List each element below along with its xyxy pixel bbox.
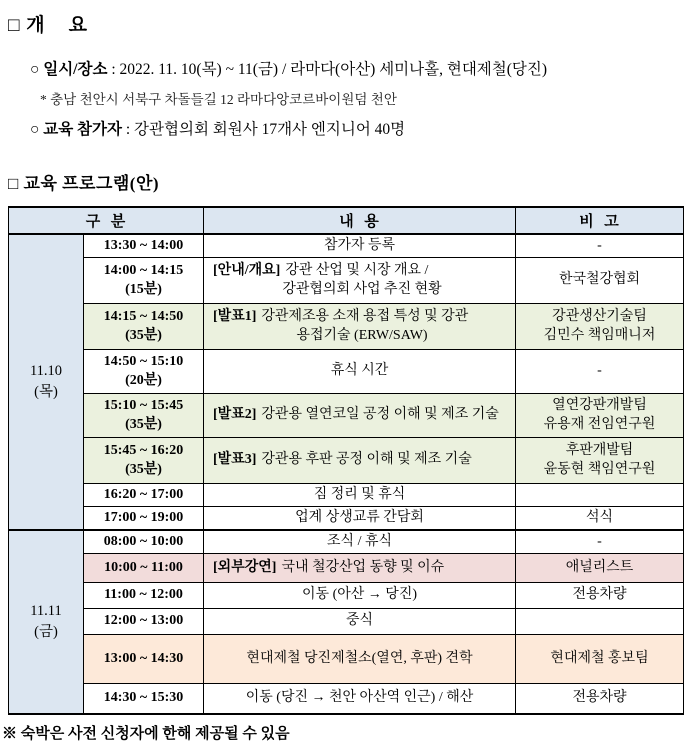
table-row xyxy=(9,349,684,393)
content-text: 조식 / 휴식 xyxy=(327,533,393,549)
date-cell-day2 xyxy=(9,530,84,714)
table-row xyxy=(9,257,684,303)
table-row xyxy=(9,437,684,483)
note-cell xyxy=(516,234,684,257)
date-weekday: (금) xyxy=(34,623,58,640)
time-cell xyxy=(84,234,204,257)
note-text: - xyxy=(597,238,602,253)
content-text: 강관용 후판 공정 이해 및 제조 기술 xyxy=(261,452,472,468)
time-cell xyxy=(84,634,204,683)
note-cell xyxy=(516,303,684,349)
time-cell xyxy=(84,483,204,506)
duration-text: (20분) xyxy=(125,373,162,389)
table-row xyxy=(9,553,684,582)
time-cell xyxy=(84,608,204,634)
table-row xyxy=(9,506,684,529)
session-tag: [외부강연] xyxy=(213,559,277,575)
schedule-line xyxy=(30,57,683,79)
content-text: 참가자 등록 xyxy=(323,238,396,253)
content-cell xyxy=(204,506,516,529)
time-cell xyxy=(84,530,204,553)
note-cell xyxy=(516,683,684,714)
note-text: 강관생산기술팀 xyxy=(552,308,647,324)
schedule-table xyxy=(8,206,684,715)
note-cell xyxy=(516,393,684,437)
content-text: 이동 (당진 → 천안 아산역 인근) / 해산 xyxy=(245,690,474,706)
note-text-line2: 윤동현 책임연구원 xyxy=(543,462,656,478)
content-cell xyxy=(204,582,516,608)
time-text: 14:30 ~ 15:30 xyxy=(103,690,184,706)
content-cell xyxy=(204,349,516,393)
content-cell xyxy=(204,608,516,634)
time-text: 14:50 ~ 15:10 xyxy=(103,353,184,369)
content-text: 휴식 시간 xyxy=(330,363,389,379)
note-cell xyxy=(516,608,684,634)
schedule-separator: : xyxy=(107,61,120,78)
schedule-value: 2022. 11. 10(목) ~ 11(금) / 라마다(아산) 세미나홀, 현대제철(당진) xyxy=(119,61,548,78)
note-cell xyxy=(516,349,684,393)
content-cell xyxy=(204,634,516,683)
content-cell xyxy=(204,483,516,506)
content-text-line2: 강관협의회 사업 추진 현황 xyxy=(282,282,442,298)
participants-line xyxy=(30,117,683,139)
lodging-footnote: ※ 숙박은 사전 신청자에 한해 제공될 수 있음 xyxy=(2,726,290,743)
note-text: 전용차량 xyxy=(572,587,627,603)
date-weekday: (목) xyxy=(34,383,58,400)
table-row xyxy=(9,234,684,257)
note-text-line2: 김민수 책임매니저 xyxy=(543,328,656,344)
duration-text: (35분) xyxy=(125,328,162,344)
time-cell xyxy=(84,257,204,303)
content-cell xyxy=(204,553,516,582)
table-header-row xyxy=(9,207,684,234)
time-text: 17:00 ~ 19:00 xyxy=(103,509,184,525)
note-cell xyxy=(516,483,684,506)
table-row xyxy=(9,530,684,553)
time-cell xyxy=(84,393,204,437)
duration-text: (15분) xyxy=(125,282,162,298)
note-cell xyxy=(516,257,684,303)
content-text: 중식 xyxy=(345,613,374,629)
time-text: 15:10 ~ 15:45 xyxy=(103,397,184,413)
note-text: 석식 xyxy=(585,509,614,525)
content-cell xyxy=(204,530,516,553)
note-text: 열연강판개발팀 xyxy=(552,397,647,413)
program-title: □ 교육 프로그램(안) xyxy=(8,174,160,193)
session-tag: [안내/개요] xyxy=(213,262,281,278)
time-text: 16:20 ~ 17:00 xyxy=(103,486,184,502)
note-cell xyxy=(516,553,684,582)
note-cell xyxy=(516,530,684,553)
note-text: 한국철강협회 xyxy=(558,272,641,288)
content-cell xyxy=(204,393,516,437)
session-tag: [발표2] xyxy=(213,407,257,423)
table-row xyxy=(9,582,684,608)
time-text: 12:00 ~ 13:00 xyxy=(103,613,184,629)
content-text: 강관제조용 소재 용접 특성 및 강관 xyxy=(261,308,469,324)
time-text: 10:00 ~ 11:00 xyxy=(104,559,183,575)
participants-label: ○ 교육 참가자 xyxy=(30,121,122,138)
content-text: 국내 철강산업 동향 및 이슈 xyxy=(281,559,445,575)
content-text: 짐 정리 및 휴식 xyxy=(313,486,406,502)
content-cell xyxy=(204,234,516,257)
time-cell xyxy=(84,506,204,529)
table-row xyxy=(9,634,684,683)
time-text: 11:00 ~ 12:00 xyxy=(104,587,183,603)
address-note: * 충남 천안시 서북구 차돌들길 12 라마다앙코르바이원덤 천안 xyxy=(40,92,397,107)
participants-separator: : xyxy=(121,121,135,138)
content-cell xyxy=(204,257,516,303)
time-cell xyxy=(84,437,204,483)
content-text-line2: 용접기술 (ERW/SAW) xyxy=(296,328,428,344)
time-text: 13:30 ~ 14:00 xyxy=(103,238,184,253)
time-text: 15:45 ~ 16:20 xyxy=(103,442,184,458)
header-group: 구 분 xyxy=(9,207,204,234)
session-tag: [발표1] xyxy=(213,308,257,324)
duration-text: (35분) xyxy=(125,462,162,478)
content-cell xyxy=(204,303,516,349)
time-text: 14:15 ~ 14:50 xyxy=(103,308,184,324)
note-cell xyxy=(516,506,684,529)
date-text: 11.11 xyxy=(30,603,62,620)
note-text: 애널리스트 xyxy=(565,559,634,575)
content-text: 업계 상생교류 간담회 xyxy=(295,509,424,525)
table-row xyxy=(9,393,684,437)
note-text: - xyxy=(597,533,602,549)
note-cell xyxy=(516,582,684,608)
table-row xyxy=(9,483,684,506)
date-cell-day1 xyxy=(9,234,84,530)
time-text: 14:00 ~ 14:15 xyxy=(103,262,184,278)
header-note: 비 고 xyxy=(516,207,684,234)
note-text: - xyxy=(597,363,602,379)
overview-title: □ 개 요 xyxy=(8,15,88,36)
header-content: 내 용 xyxy=(204,207,516,234)
note-text: 현대제철 홍보팀 xyxy=(550,650,649,666)
table-row xyxy=(9,608,684,634)
content-text: 강관 산업 및 시장 개요 / xyxy=(285,262,429,278)
session-tag: [발표3] xyxy=(213,452,257,468)
time-text: 13:00 ~ 14:30 xyxy=(103,650,184,666)
note-text: 후판개발팀 xyxy=(565,442,634,458)
time-cell xyxy=(84,582,204,608)
note-text: 전용차량 xyxy=(572,690,627,706)
content-text: 이동 (아산 → 당진) xyxy=(302,587,417,603)
duration-text: (35분) xyxy=(125,417,162,433)
table-row xyxy=(9,303,684,349)
schedule-table-wrapper xyxy=(8,206,683,715)
schedule-label: ○ 일시/장소 xyxy=(30,61,108,78)
content-cell xyxy=(204,437,516,483)
note-cell xyxy=(516,634,684,683)
participants-value: 강관협의회 회원사 17개사 엔지니어 40명 xyxy=(134,121,406,138)
content-text: 강관용 열연코일 공정 이해 및 제조 기술 xyxy=(261,407,499,423)
time-text: 08:00 ~ 10:00 xyxy=(103,533,184,549)
time-cell xyxy=(84,303,204,349)
time-cell xyxy=(84,683,204,714)
time-cell xyxy=(84,349,204,393)
content-text: 현대제철 당진제철소(열연, 후판) 견학 xyxy=(246,650,473,666)
table-row xyxy=(9,683,684,714)
note-text-line2: 유용재 전임연구원 xyxy=(543,417,656,433)
content-cell xyxy=(204,683,516,714)
note-cell xyxy=(516,437,684,483)
time-cell xyxy=(84,553,204,582)
date-text: 11.10 xyxy=(29,363,63,380)
